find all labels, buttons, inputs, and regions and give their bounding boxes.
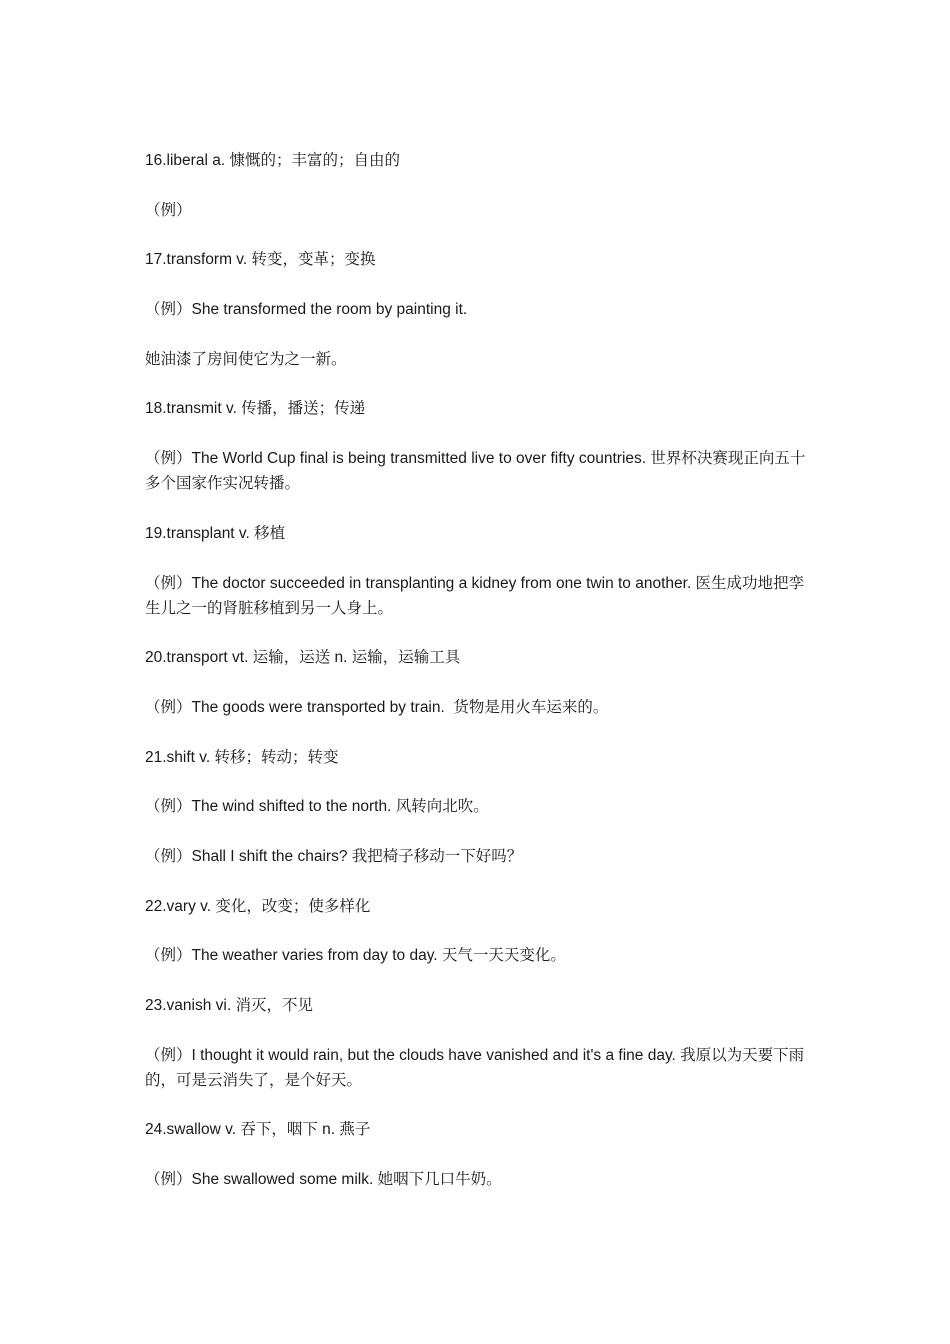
- vocab-entry-heading: 21.shift v. 转移；转动；转变: [145, 748, 339, 766]
- example-sentence: （例）The goods were transported by train. 货物是用火车运来的。: [145, 698, 609, 716]
- example-sentence: （例）She transformed the room by painting it.: [145, 301, 468, 319]
- vocab-entry-heading: 17.transform v. 转变，变革；变换: [145, 251, 376, 269]
- vocab-entry-heading: 16.liberal a. 慷慨的；丰富的；自由的: [145, 152, 400, 169]
- example-sentence: （例）The World Cup final is being transmitted live to over fifty countries. 世界杯决赛现正向五十多个国家作实况转播。: [145, 450, 806, 493]
- vocab-entry-heading: 18.transmit v. 传播，播送；传递: [145, 400, 366, 418]
- example-sentence: （例）: [145, 201, 192, 219]
- document-body: [145, 148, 810, 1217]
- example-sentence: （例）I thought it would rain, but the clouds have vanished and it's a fine day. 我原以为天要下雨的，可是云消失了，是个好天。: [145, 1046, 805, 1089]
- example-sentence: （例）She swallowed some milk. 她咽下几口牛奶。: [145, 1171, 502, 1189]
- example-sentence: （例）The wind shifted to the north. 风转向北吹。: [145, 798, 489, 816]
- vocab-entry-heading: 24.swallow v. 吞下，咽下 n. 燕子: [145, 1121, 371, 1139]
- example-translation: 她油漆了房间使它为之一新。: [145, 350, 347, 368]
- vocab-entry-heading: 22.vary v. 变化，改变；使多样化: [145, 897, 371, 915]
- vocab-entry-heading: 19.transplant v. 移植: [145, 524, 286, 542]
- vocab-entry-heading: 20.transport vt. 运输，运送 n. 运输，运输工具: [145, 649, 461, 667]
- example-sentence: （例）The weather varies from day to day. 天气一天天变化。: [145, 947, 566, 965]
- example-sentence: （例）The doctor succeeded in transplanting a kidney from one twin to another. 医生成功地把孪生儿之一的肾脏移植到另一人身上。: [145, 574, 805, 617]
- vocab-entry-heading: 23.vanish vi. 消灭，不见: [145, 997, 313, 1014]
- example-sentence: （例）Shall I shift the chairs? 我把椅子移动一下好吗？: [145, 847, 523, 865]
